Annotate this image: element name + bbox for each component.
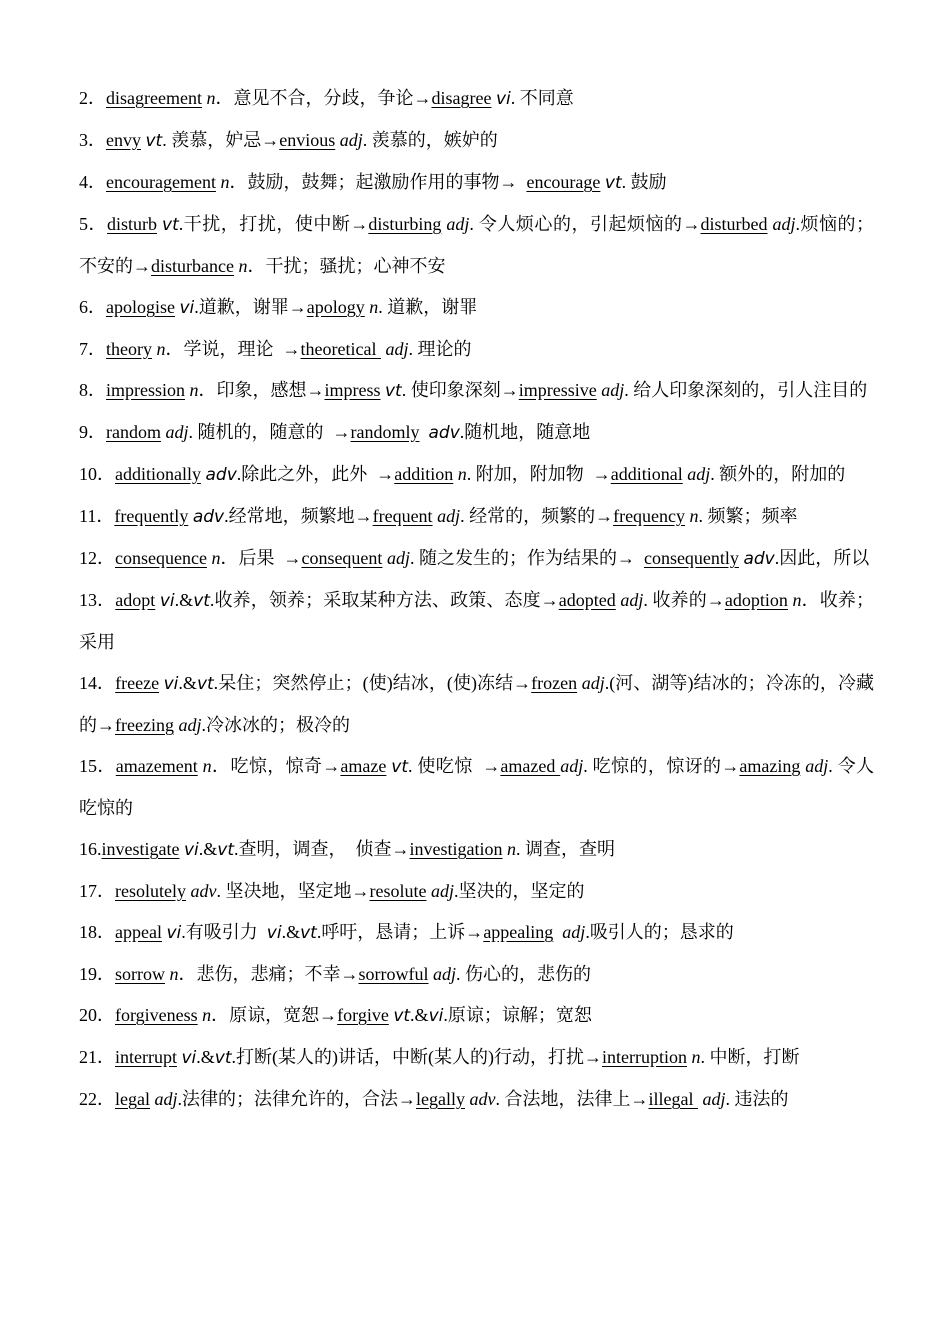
definition-text: .打断(某人的)讲话，中断(某人的)行动，打扰→ bbox=[231, 1047, 603, 1067]
part-of-speech: adj bbox=[805, 756, 829, 776]
vocab-entry bbox=[79, 1079, 874, 1120]
definition-text: . 坚决地，坚定地→ bbox=[216, 881, 370, 901]
vocab-entry bbox=[79, 663, 874, 746]
definition-text: . 令人吃惊的 bbox=[79, 756, 875, 818]
vocab-word: investigate bbox=[101, 839, 180, 859]
part-of-speech: n bbox=[165, 964, 179, 984]
definition-text: . 中断，打断 bbox=[700, 1047, 800, 1067]
vocabulary-list bbox=[79, 78, 874, 1120]
vocab-entry bbox=[79, 162, 874, 204]
vocab-entry bbox=[79, 912, 874, 954]
vocab-entry bbox=[79, 287, 874, 329]
part-of-speech: adj bbox=[562, 922, 586, 942]
vocab-word: appeal bbox=[115, 922, 162, 942]
vocab-word: consequent bbox=[301, 548, 383, 568]
entry-number: 2． bbox=[79, 88, 106, 108]
entry-number: 16. bbox=[79, 839, 102, 859]
entry-number: 4． bbox=[79, 172, 106, 192]
vocab-entry bbox=[79, 954, 874, 995]
part-of-speech: vi bbox=[159, 591, 175, 611]
definition-text: . 理论的 bbox=[408, 339, 472, 359]
part-of-speech: adj bbox=[386, 548, 410, 568]
vocab-word: adopt bbox=[115, 590, 156, 610]
vocab-word: frequent bbox=[372, 506, 433, 526]
definition-text: . 额外的，附加的 bbox=[710, 464, 846, 484]
vocab-word: additionally bbox=[115, 464, 201, 484]
vocab-word: appealing bbox=[483, 922, 554, 942]
vocab-word: impress bbox=[324, 380, 381, 400]
definition-text: . 频繁；频率 bbox=[698, 506, 798, 526]
vocab-entry bbox=[79, 580, 874, 663]
definition-text: .呆住；突然停止；(使)结冰，(使)冻结→ bbox=[213, 673, 532, 693]
definition-text: . 令人烦心的，引起烦恼的→ bbox=[469, 214, 701, 234]
part-of-speech: n bbox=[197, 1005, 212, 1025]
part-of-speech: adv bbox=[743, 549, 775, 569]
part-of-speech: n bbox=[369, 297, 379, 317]
entry-number: 14． bbox=[79, 673, 116, 693]
definition-text: . 合法地，法律上→ bbox=[495, 1089, 649, 1109]
part-of-speech: vt bbox=[162, 215, 179, 235]
entry-number: 10． bbox=[79, 464, 115, 484]
vocab-word: freeze bbox=[115, 673, 160, 693]
definition-text: .查明，调查， 侦查→ bbox=[234, 839, 410, 859]
definition-text: .烦恼的；不安的→ bbox=[79, 214, 875, 276]
vocab-word: amazement bbox=[115, 756, 198, 776]
part-of-speech: n bbox=[201, 88, 216, 108]
definition-text: .吸引人的；恳求的 bbox=[585, 922, 734, 942]
part-of-speech: vt bbox=[217, 840, 235, 860]
definition-text: ．悲伤，悲痛；不幸→ bbox=[178, 964, 359, 984]
definition-text: . 违法的 bbox=[725, 1089, 789, 1109]
definition-text: . 吃惊的，惊讶的→ bbox=[583, 756, 740, 776]
vocab-word: interruption bbox=[602, 1047, 687, 1067]
entry-number: 15． bbox=[79, 756, 116, 776]
vocab-word: illegal bbox=[648, 1089, 698, 1109]
part-of-speech: vi bbox=[181, 1048, 197, 1068]
definition-text: . 使印象深刻→ bbox=[401, 380, 519, 400]
vocab-word: investigation bbox=[409, 839, 503, 859]
definition-text bbox=[420, 422, 429, 442]
definition-text: .& bbox=[174, 590, 194, 610]
part-of-speech: adj bbox=[446, 214, 470, 234]
vocab-word: envious bbox=[279, 130, 336, 150]
entry-number: 12． bbox=[79, 548, 115, 568]
vocab-word: random bbox=[106, 422, 161, 442]
vocab-word: frequently bbox=[114, 506, 189, 526]
vocab-word: interrupt bbox=[115, 1047, 177, 1067]
vocab-word: forgiveness bbox=[115, 1005, 198, 1025]
definition-text: .呼吁，恳请；上诉→ bbox=[316, 922, 484, 942]
entry-number: 18． bbox=[79, 922, 115, 942]
definition-text: .干扰，打扰，使中断→ bbox=[178, 214, 369, 234]
vocab-word: amazed bbox=[500, 756, 561, 776]
vocab-word: frozen bbox=[531, 673, 578, 693]
vocab-word: impressive bbox=[518, 380, 597, 400]
vocab-word: theory bbox=[106, 339, 152, 359]
vocab-word: adoption bbox=[724, 590, 788, 610]
definition-text: ．干扰；骚扰；心神不安 bbox=[247, 256, 446, 276]
part-of-speech: vi bbox=[428, 1006, 444, 1026]
definition-text: . 附加，附加物 → bbox=[466, 464, 611, 484]
vocab-word: encourage bbox=[526, 172, 601, 192]
vocab-word: legally bbox=[416, 1089, 465, 1109]
vocab-word: resolute bbox=[369, 881, 427, 901]
part-of-speech: adj bbox=[165, 422, 189, 442]
vocab-entry bbox=[79, 496, 874, 538]
part-of-speech: vt bbox=[214, 1048, 232, 1068]
vocab-entry bbox=[79, 538, 874, 580]
definition-text: . 使吃惊 → bbox=[408, 756, 501, 776]
vocab-word: amaze bbox=[340, 756, 387, 776]
vocab-entry bbox=[79, 454, 874, 496]
vocab-word: encouragement bbox=[106, 172, 216, 192]
definition-text: ．原谅，宽恕→ bbox=[211, 1005, 338, 1025]
entry-number: 13． bbox=[79, 590, 116, 610]
definition-text: ．学说，理论 → bbox=[165, 339, 301, 359]
entry-number: 22． bbox=[79, 1089, 115, 1109]
vocab-word: resolutely bbox=[115, 881, 186, 901]
part-of-speech: adj bbox=[339, 130, 363, 150]
vocab-word: sorrowful bbox=[358, 964, 429, 984]
part-of-speech: adj bbox=[601, 380, 625, 400]
part-of-speech: adv bbox=[469, 1089, 496, 1109]
definition-text: .& bbox=[198, 839, 218, 859]
vocab-word: consequently bbox=[643, 548, 739, 568]
part-of-speech: vt bbox=[604, 173, 622, 193]
vocab-word: legal bbox=[115, 1089, 150, 1109]
definition-text: . 随机的，随意的 → bbox=[188, 422, 351, 442]
definition-text: ．鼓励，鼓舞；起激励作用的事物→ bbox=[229, 172, 527, 192]
part-of-speech: adj bbox=[581, 673, 605, 693]
definition-text: ．吃惊，惊奇→ bbox=[211, 756, 341, 776]
vocab-word: randomly bbox=[350, 422, 420, 442]
entry-number: 20． bbox=[79, 1005, 115, 1025]
vocab-word: impression bbox=[106, 380, 185, 400]
part-of-speech: adj bbox=[430, 881, 454, 901]
definition-text: .& bbox=[196, 1047, 215, 1067]
entry-number: 19． bbox=[79, 964, 115, 984]
part-of-speech: vt bbox=[196, 674, 214, 694]
part-of-speech: vt bbox=[193, 591, 210, 611]
part-of-speech: vi bbox=[179, 298, 195, 318]
vocab-word: apology bbox=[306, 297, 365, 317]
definition-text: .& bbox=[410, 1005, 429, 1025]
part-of-speech: vi bbox=[495, 89, 511, 109]
part-of-speech: adv bbox=[190, 881, 217, 901]
definition-text: .冷冰冰的；极冷的 bbox=[201, 715, 350, 735]
definition-text: ．收养；采用 bbox=[79, 590, 875, 652]
definition-text bbox=[553, 922, 562, 942]
vocab-entry bbox=[79, 204, 874, 287]
vocab-word: disturbing bbox=[368, 214, 442, 234]
part-of-speech: vt bbox=[385, 381, 402, 401]
part-of-speech: adv bbox=[428, 423, 460, 443]
vocab-entry bbox=[79, 1037, 874, 1079]
entry-number: 3． bbox=[79, 130, 106, 150]
part-of-speech: n bbox=[507, 839, 517, 859]
part-of-speech: vi bbox=[166, 923, 182, 943]
part-of-speech: vi bbox=[163, 674, 179, 694]
part-of-speech: adv bbox=[205, 465, 237, 485]
vocab-word: freezing bbox=[115, 715, 174, 735]
vocab-entry bbox=[79, 995, 874, 1037]
part-of-speech: n bbox=[691, 1047, 701, 1067]
entry-number: 8． bbox=[79, 380, 106, 400]
part-of-speech: adj bbox=[560, 756, 584, 776]
part-of-speech: n bbox=[185, 380, 199, 400]
definition-text: .随机地，随意地 bbox=[459, 422, 591, 442]
entry-number: 9． bbox=[79, 422, 106, 442]
definition-text: ．印象，感想→ bbox=[198, 380, 325, 400]
definition-text: ．意见不合，分歧，争论→ bbox=[215, 88, 432, 108]
part-of-speech: adj bbox=[702, 1089, 726, 1109]
vocab-entry bbox=[79, 412, 874, 454]
definition-text: .坚决的，坚定的 bbox=[453, 881, 585, 901]
part-of-speech: vt bbox=[300, 923, 317, 943]
vocab-word: amazing bbox=[739, 756, 801, 776]
definition-text: . 调查，查明 bbox=[516, 839, 616, 859]
definition-text: . 道歉，谢罪 bbox=[378, 297, 478, 317]
definition-text: .& bbox=[281, 922, 301, 942]
part-of-speech: adj bbox=[772, 214, 796, 234]
vocab-word: consequence bbox=[115, 548, 207, 568]
entry-number: 6． bbox=[79, 297, 106, 317]
part-of-speech: vi bbox=[183, 840, 199, 860]
definition-text: . 不同意 bbox=[510, 88, 574, 108]
part-of-speech: vt bbox=[393, 1006, 411, 1026]
definition-text: . 羡慕，妒忌→ bbox=[162, 130, 280, 150]
part-of-speech: adj bbox=[385, 339, 409, 359]
definition-text: ．后果 → bbox=[220, 548, 302, 568]
vocab-entry bbox=[79, 370, 874, 412]
part-of-speech: n bbox=[233, 256, 248, 276]
vocab-word: theoretical bbox=[300, 339, 381, 359]
vocab-word: adopted bbox=[558, 590, 616, 610]
vocab-entry bbox=[79, 871, 874, 912]
definition-text: .有吸引力 bbox=[181, 922, 267, 942]
vocab-word: envy bbox=[106, 130, 141, 150]
part-of-speech: vt bbox=[391, 757, 409, 777]
part-of-speech: adj bbox=[433, 964, 457, 984]
vocab-word: apologise bbox=[106, 297, 175, 317]
vocab-word: disturbance bbox=[151, 256, 234, 276]
vocab-entry bbox=[79, 829, 874, 871]
part-of-speech: n bbox=[457, 464, 467, 484]
definition-text: .道歉，谢罪→ bbox=[194, 297, 307, 317]
definition-text: . 给人印象深刻的，引人注目的 bbox=[624, 380, 868, 400]
definition-text: . 收养的→ bbox=[643, 590, 725, 610]
part-of-speech: adj bbox=[687, 464, 711, 484]
part-of-speech: adj bbox=[620, 590, 644, 610]
vocab-word: forgive bbox=[337, 1005, 389, 1025]
vocab-word: disagreement bbox=[106, 88, 202, 108]
entry-number: 5． bbox=[79, 214, 108, 234]
definition-text: .(河、湖等)结冰的；冷冻的，冷藏的→ bbox=[79, 673, 875, 735]
part-of-speech: adj bbox=[178, 715, 202, 735]
part-of-speech: n bbox=[197, 756, 212, 776]
definition-text: . 羡慕的，嫉妒的 bbox=[362, 130, 498, 150]
vocab-word: additional bbox=[610, 464, 683, 484]
vocab-entry bbox=[79, 746, 874, 829]
part-of-speech: adj bbox=[154, 1089, 178, 1109]
entry-number: 11． bbox=[79, 506, 115, 526]
definition-text: . 鼓励 bbox=[621, 172, 667, 192]
vocab-word: disturbed bbox=[700, 214, 768, 234]
definition-text: .& bbox=[178, 673, 197, 693]
part-of-speech: adv bbox=[192, 507, 225, 527]
entry-number: 7． bbox=[79, 339, 106, 359]
vocab-word: disturb bbox=[107, 214, 158, 234]
definition-text: .原谅；谅解；宽恕 bbox=[443, 1005, 592, 1025]
definition-text: . 随之发生的；作为结果的→ bbox=[409, 548, 644, 568]
definition-text: . 经常的，频繁的→ bbox=[460, 506, 614, 526]
part-of-speech: vt bbox=[145, 131, 163, 151]
vocab-entry bbox=[79, 120, 874, 162]
vocab-entry bbox=[79, 329, 874, 370]
part-of-speech: n bbox=[151, 339, 166, 359]
part-of-speech: n bbox=[787, 590, 802, 610]
vocab-word: addition bbox=[394, 464, 454, 484]
vocab-word: disagree bbox=[431, 88, 492, 108]
definition-text: .除此之外，此外 → bbox=[236, 464, 395, 484]
definition-text: .经常地，频繁地→ bbox=[224, 506, 373, 526]
part-of-speech: n bbox=[689, 506, 699, 526]
vocab-word: sorrow bbox=[115, 964, 165, 984]
definition-text: .因此，所以 bbox=[774, 548, 870, 568]
part-of-speech: n bbox=[206, 548, 221, 568]
entry-number: 21． bbox=[79, 1047, 115, 1067]
entry-number: 17． bbox=[79, 881, 115, 901]
part-of-speech: n bbox=[215, 172, 230, 192]
part-of-speech: adj bbox=[437, 506, 461, 526]
definition-text: . 伤心的，悲伤的 bbox=[456, 964, 592, 984]
vocab-word: frequency bbox=[613, 506, 686, 526]
vocab-entry bbox=[79, 78, 874, 120]
definition-text: .收养，领养；采取某种方法、政策、态度→ bbox=[209, 590, 559, 610]
part-of-speech: vi bbox=[266, 923, 282, 943]
definition-text: .法律的；法律允许的，合法→ bbox=[177, 1089, 416, 1109]
